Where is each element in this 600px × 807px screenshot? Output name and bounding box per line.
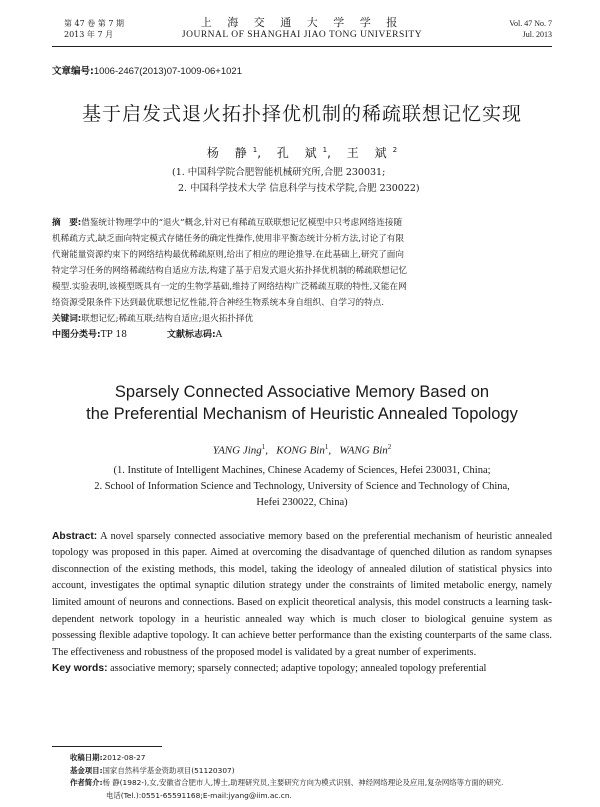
title-cn: 基于启发式退火拓扑择优机制的稀疏联想记忆实现 (81, 103, 522, 125)
keywords-en-label: Key words: (52, 663, 108, 675)
volume-cn: 第 47 卷 第 7 期 (64, 19, 124, 28)
author-affil-sup: 2 (387, 443, 392, 451)
affiliation-cn: (1. 中国科学院合肥智能机械研究所,合肥 230031; (172, 167, 386, 178)
author-cn: 孔 斌 (276, 146, 323, 160)
affiliations-cn (52, 165, 552, 197)
author-cn: 王 斌 (346, 146, 393, 160)
authors-en: YANG Jing$^1$, KONG Bin$^1$, WANG Bin$^2$ (212, 443, 392, 457)
received-value: 2012-08-27 (102, 753, 146, 762)
footnote-divider (52, 746, 162, 747)
affiliation-en: (1. Institute of Intelligent Machines, Chinese Academy of Sciences, Hefei 230031, China; (113, 464, 491, 476)
abstract-cn-line (52, 215, 552, 231)
title-en-line: the Preferential Mechanism of Heuristic Annealed Topology (86, 405, 518, 423)
volume-en: Vol. 47 No. 7 (509, 19, 552, 28)
abstract-cn-label: 摘 要: (52, 218, 82, 228)
keywords-cn (52, 311, 552, 327)
doc-code-value: A (215, 330, 223, 340)
abstract-cn-line: 络资源受限条件下达到最优联想记忆性能,符合神经生物系统本身自组织、自学习的特点. (52, 298, 385, 308)
abstract-cn-line: 机稀疏方式,缺乏面向特定模式存储任务的确定性操作,使用非平衡态统计分析方法,讨论了有限 (52, 234, 404, 244)
affiliations-en (52, 463, 552, 511)
journal-name-en: JOURNAL OF SHANGHAI JIAO TONG UNIVERSITY (181, 30, 423, 40)
abstract-en-label: Abstract: (52, 530, 98, 542)
footnote-author (70, 777, 560, 790)
author-en: YANG Jing (212, 444, 262, 457)
article-id-value: 1006-2467(2013)07-1009-06+1021 (93, 66, 242, 77)
author-affil-sup: 1 (322, 146, 328, 154)
abstract-cn (52, 215, 552, 343)
volume-issue-en (509, 18, 552, 40)
affiliation-cn: 2. 中国科学技术大学 信息科学与技术学院,合肥 230022) (178, 183, 420, 194)
journal-name (52, 16, 552, 41)
keywords-en-value: associative memory; sparsely connected; adaptive topology; annealed topology preferential (110, 663, 487, 675)
received-label: 收稿日期: (70, 753, 103, 762)
date-cn: 2013 年 7 月 (64, 30, 114, 39)
journal-header (52, 0, 552, 47)
fund-label: 基金项目: (70, 765, 103, 775)
clc-label: 中图分类号: (52, 330, 101, 340)
date-en: Jul. 2013 (522, 30, 552, 39)
author-affil-sup: 1 (252, 146, 258, 154)
author-affil-sup: 1 (324, 443, 329, 451)
abstract-cn-line: 特定学习任务的网络稀疏结构自适应方法,构建了基于启发式退火拓扑择优机制的稀疏联想记忆 (52, 266, 408, 276)
classification-row (52, 327, 552, 343)
abstract-cn-line: 代谢能量资源约束下的网络结构最优稀疏原则,给出了相应的理论推导.在此基础上,研究了面向 (52, 250, 404, 260)
keywords-cn-value: 联想记忆;稀疏互联;结构自适应;退火拓扑择优 (81, 314, 254, 324)
abstract-en-text: A novel sparsely connected associative memory based on the preferential mechanism of heuristic annealed topology was proposed in this paper. Aimed at overcoming the disadvantage of quenched dilution as random synapses disconnection of the existing methods, this model, taking the ideology of annealed dilution of statistical physics into account, investigates the optimal synaptic dilution strategy under the constraints of limited metabolic energy, namely limited amount of neurons and connections. Based on explicit theoretical analysis, this model constructs a learning task-dependent network topology in a heuristic annealed way which is much closer to biological genuine system as possessing flexible adaptive topology. It can achieve better performance than the existing counterparts of the same class. The effectiveness and robustness of the proposed model is validated by a great number of experiments. (52, 530, 552, 658)
affiliation-en: Hefei 230022, China) (256, 496, 348, 508)
abstract-en-body (52, 529, 552, 662)
author-en: KONG Bin (276, 444, 325, 457)
fund-value: 国家自然科学基金资助项目(51120307) (102, 765, 235, 775)
author-bio-value: 杨 静(1982-),女,安徽省合肥市人,博士,助理研究员,主要研究方向为模式识别、神经网络理论及应用,复杂网络等方面的研究. (102, 778, 504, 787)
authors-cn: 杨 静$^1$, 孔 斌$^1$, 王 斌$^2$ (206, 146, 398, 160)
keywords-en (52, 661, 552, 678)
author-affil-sup: 1 (261, 443, 266, 451)
article-id-label: 文章编号: (52, 66, 94, 77)
abstract-cn-text: 借鉴统计物理学中的“退火”概念,针对已有稀疏互联联想记忆模型中只考虑网络连接随 (81, 218, 403, 228)
footnote-contact: 电话(Tel.):0551-65591168;E-mail:jyang@iim.ac.cn. (106, 790, 292, 800)
author-bio-label: 作者简介: (70, 778, 103, 787)
clc-value: TP 18 (100, 330, 127, 340)
footnote-received (70, 752, 560, 765)
article-id (52, 63, 552, 77)
footnotes (70, 752, 560, 802)
affiliation-en: 2. School of Information Science and Technology, University of Science and Technology of China, (94, 480, 510, 492)
keywords-cn-label: 关键词: (52, 314, 82, 324)
author-affil-sup: 2 (392, 146, 398, 154)
author-en: WANG Bin (339, 444, 388, 457)
title-en-line: Sparsely Connected Associative Memory Based on (114, 383, 490, 401)
abstract-en (52, 529, 552, 678)
footnote-fund (70, 765, 560, 778)
author-cn: 杨 静 (206, 146, 253, 160)
journal-name-cn: 上 海 交 通 大 学 学 报 (200, 16, 404, 29)
doc-code-label: 文献标志码: (166, 330, 216, 340)
abstract-cn-line: 模型.实验表明,该模型既具有一定的生物学基础,维持了网络结构广泛稀疏互联的特性,又能在网 (52, 282, 407, 292)
title-en (52, 381, 552, 425)
